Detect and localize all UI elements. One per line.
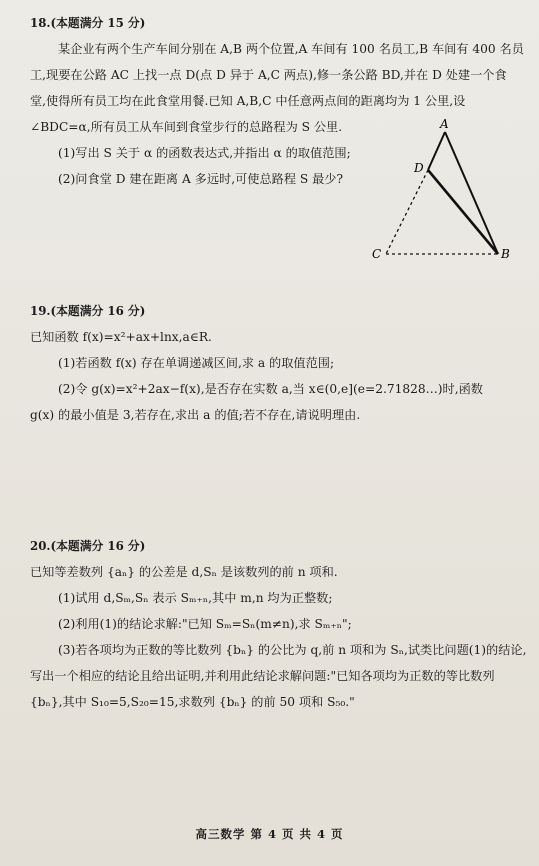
label-D: D [414,161,424,175]
question-20-line-1: 已知等差数列 {aₙ} 的公差是 d,Sₙ 是该数列的前 n 项和. [30,565,338,579]
question-20-part-2: (2)利用(1)的结论求解:"已知 Sₘ=Sₙ(m≠n),求 Sₘ₊ₙ"; [58,617,352,631]
question-19-part-2b: g(x) 的最小值是 3,若存在,求出 a 的值;若不存在,请说明理由. [30,408,361,422]
question-18-line-1: 某企业有两个生产车间分别在 A,B 两个位置,A 车间有 100 名员工,B 车间有 400 名员 [58,42,524,56]
question-20-part-3a: (3)若各项均为正数的等比数列 {bₙ} 的公比为 q,前 n 项和为 Sₙ,试类比问题(1)的结论, [58,643,527,657]
triangle-figure [360,118,525,268]
question-18-line-4: ∠BDC=α,所有员工从车间到食堂步行的总路程为 S 公里. [30,120,343,134]
question-18-part-2: (2)问食堂 D 建在距离 A 多远时,可使总路程 S 最少? [58,172,344,186]
question-18-line-3: 堂,使得所有员工均在此食堂用餐.已知 A,B,C 中任意两点间的距离均为 1 公里,设 [30,94,466,108]
question-19 [30,298,508,428]
question-18-header: 18.(本题满分 15 分) [30,16,146,30]
question-19-line-1: 已知函数 f(x)=x²+ax+lnx,a∈R. [30,330,212,344]
question-20-part-3b: 写出一个相应的结论且给出证明,并利用此结论求解问题:"已知各项均为正数的等比数列 [30,669,495,683]
question-19-header: 19.(本题满分 16 分) [30,304,146,318]
label-A: A [440,118,449,131]
segment-DB [428,170,498,254]
question-18-part-1: (1)写出 S 关于 α 的函数表达式,并指出 α 的取值范围; [58,146,351,160]
segment-DC [386,170,428,254]
question-20 [30,533,527,715]
question-20-part-1: (1)试用 d,Sₘ,Sₙ 表示 Sₘ₊ₙ,其中 m,n 均为正整数; [58,591,333,605]
label-B: B [501,247,510,261]
question-19-part-2a: (2)令 g(x)=x²+2ax−f(x),是否存在实数 a,当 x∈(0,e](e=2.71828…)时,函数 [58,382,483,396]
question-20-part-3c: {bₙ},其中 S₁₀=5,S₂₀=15,求数列 {bₙ} 的前 50 项和 S₅₀." [30,695,355,709]
page-footer: 高三数学 第 4 页 共 4 页 [195,827,344,841]
label-C: C [372,247,382,261]
segment-AD [428,132,445,170]
question-20-header: 20.(本题满分 16 分) [30,539,146,553]
question-18-line-2: 工,现要在公路 AC 上找一点 D(点 D 异于 A,C 两点),修一条公路 BD,并在 D 处建一个食 [30,68,507,82]
question-19-part-1: (1)若函数 f(x) 存在单调递减区间,求 a 的取值范围; [58,356,335,370]
segment-AB [445,132,498,254]
